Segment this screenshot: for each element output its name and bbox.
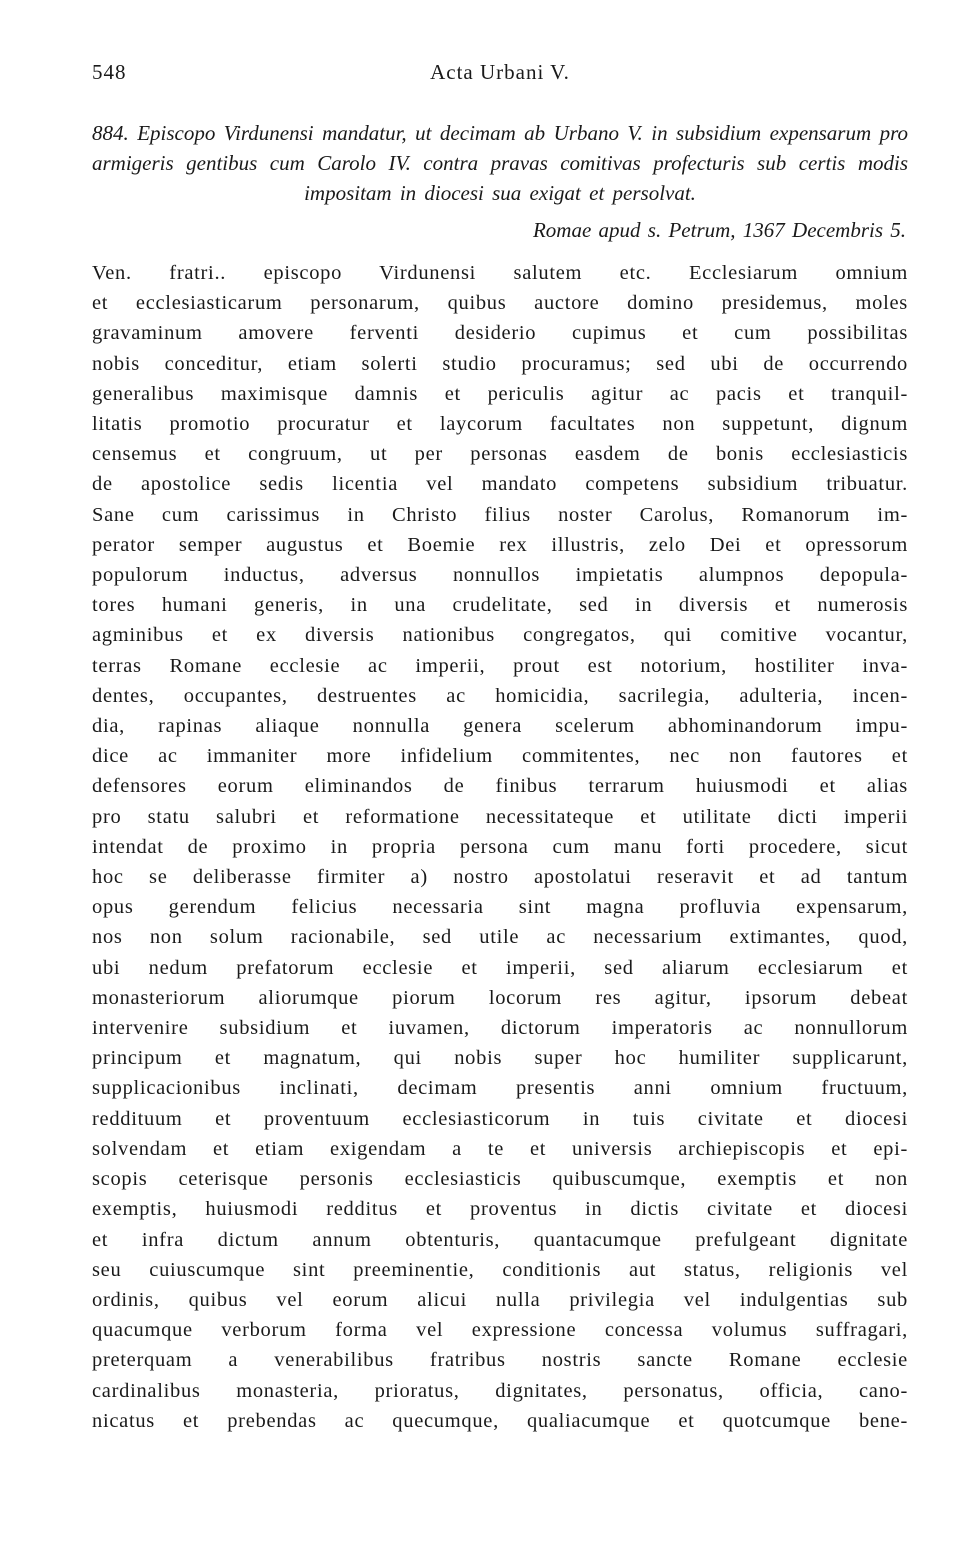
document-summary [92, 118, 908, 208]
body-line: intendat de proximo in propria persona cum manu forti procedere, sicut [92, 835, 908, 858]
body-line: monasteriorum aliorumque piorum locorum res agitur, ipsorum debeat [92, 986, 908, 1009]
page-number: 548 [92, 60, 127, 84]
body-line: litatis promotio procuratur et laycorum facultates non suppetunt, dignum [92, 413, 908, 436]
body-line: intervenire subsidium et iuvamen, dictorum imperatoris ac nonnullorum [92, 1017, 908, 1040]
body-line: populorum inductus, adversus nonnullos impietatis alumpnos depopula- [92, 564, 908, 587]
body-line: reddituum et proventuum ecclesiasticorum in tuis civitate et diocesi [92, 1107, 908, 1130]
body-line: generalibus maximisque damnis et periculis agitur ac pacis et tranquil- [92, 382, 908, 405]
body-line: gravaminum amovere ferventi desiderio cupimus et cum possibilitas [92, 322, 908, 345]
dateline: Romae apud s. Petrum, 1367 Decembris 5. [532, 218, 906, 242]
body-line: defensores eorum eliminandos de finibus terrarum huiusmodi et alias [92, 775, 908, 798]
running-head [92, 60, 908, 96]
body-line: Sane cum carissimus in Christo filius noster Carolus, Romanorum im- [92, 503, 908, 526]
body-line: ubi nedum prefatorum ecclesie et imperii, sed aliarum ecclesiarum et [92, 956, 908, 979]
body-line: quacumque verborum forma vel expressione concessa volumus suffragari, [92, 1319, 908, 1342]
body-line: dia, rapinas aliaque nonnulla genera scelerum abhominandorum impu- [92, 715, 908, 738]
body-line: cardinalibus monasteria, prioratus, dignitates, personatus, officia, cano- [92, 1379, 908, 1402]
body-line: Ven. fratri.. episcopo Virdunensi salutem etc. Ecclesiarum omnium [92, 262, 908, 284]
body-line: seu cuiuscumque sint preeminentie, conditionis aut status, religionis vel [92, 1258, 908, 1281]
body-line: ordinis, quibus vel eorum alicui nulla privilegia vel indulgentias sub [92, 1288, 908, 1311]
body-line: solvendam et etiam exigendam a te et universis archiepiscopis et epi- [92, 1137, 908, 1160]
body-line: perator semper augustus et Boemie rex illustris, zelo Dei et opressorum [92, 533, 908, 556]
body-line: nobis conceditur, etiam solerti studio procuramus; sed ubi de occurrendo [92, 352, 908, 375]
body-line: de apostolice sedis licentia vel mandato competens subsidium tribuatur. [92, 473, 908, 496]
document-number: 884. [92, 121, 129, 145]
body-line: terras Romane ecclesie ac imperii, prout est notorium, hostiliter inva- [92, 654, 908, 677]
body-line: dice ac immaniter more infidelium commitentes, nec non fautores et [92, 745, 908, 768]
body-line: preterquam a venerabilibus fratribus nostris sancte Romane ecclesie [92, 1349, 908, 1372]
body-line: censemus et congruum, ut per personas easdem de bonis ecclesiasticis [92, 443, 908, 466]
summary-text: Episcopo Virdunensi mandatur, ut decimam ab Urbano V. in subsidium expensarum pro armigeris gentibus cum Carolo IV. contra pravas comitivas profecturis sub certis modis impositam in diocesi sua exigat et persolvat. [92, 121, 908, 205]
running-title: Acta Urbani V. [430, 60, 570, 84]
body-line: scopis ceterisque personis ecclesiasticis quibuscumque, exemptis et non [92, 1168, 908, 1191]
body-line: nicatus et prebendas ac quecumque, qualiacumque et quotcumque bene- [92, 1409, 908, 1432]
body-line: hoc se deliberasse firmiter a) nostro apostolatui reseravit et ad tantum [92, 866, 908, 889]
body-line: tores humani generis, in una crudelitate, sed in diversis et numerosis [92, 594, 908, 617]
body-line: supplicacionibus inclinati, decimam presentis anni omnium fructuum, [92, 1077, 908, 1100]
body-line: exemptis, huiusmodi redditus et proventus in dictis civitate et diocesi [92, 1198, 908, 1221]
body-line: pro statu salubri et reformatione necessitateque et utilitate dicti imperii [92, 805, 908, 828]
body-line: principum et magnatum, qui nobis super hoc humiliter supplicarunt, [92, 1047, 908, 1070]
body-line: agminibus et ex diversis nationibus congregatos, qui comitive vocantur, [92, 624, 908, 647]
body-line: opus gerendum felicius necessaria sint magna profluvia expensarum, [92, 896, 908, 919]
document-page [92, 60, 908, 1436]
body-line: nos non solum racionabile, sed utile ac necessarium extimantes, quod, [92, 926, 908, 949]
document-body [92, 258, 908, 1436]
body-line: et infra dictum annum obtenturis, quantacumque prefulgeant dignitate [92, 1228, 908, 1251]
body-line: et ecclesiasticarum personarum, quibus auctore domino presidemus, moles [92, 292, 908, 315]
body-line: dentes, occupantes, destruentes ac homicidia, sacrilegia, adulteria, incen- [92, 684, 908, 707]
